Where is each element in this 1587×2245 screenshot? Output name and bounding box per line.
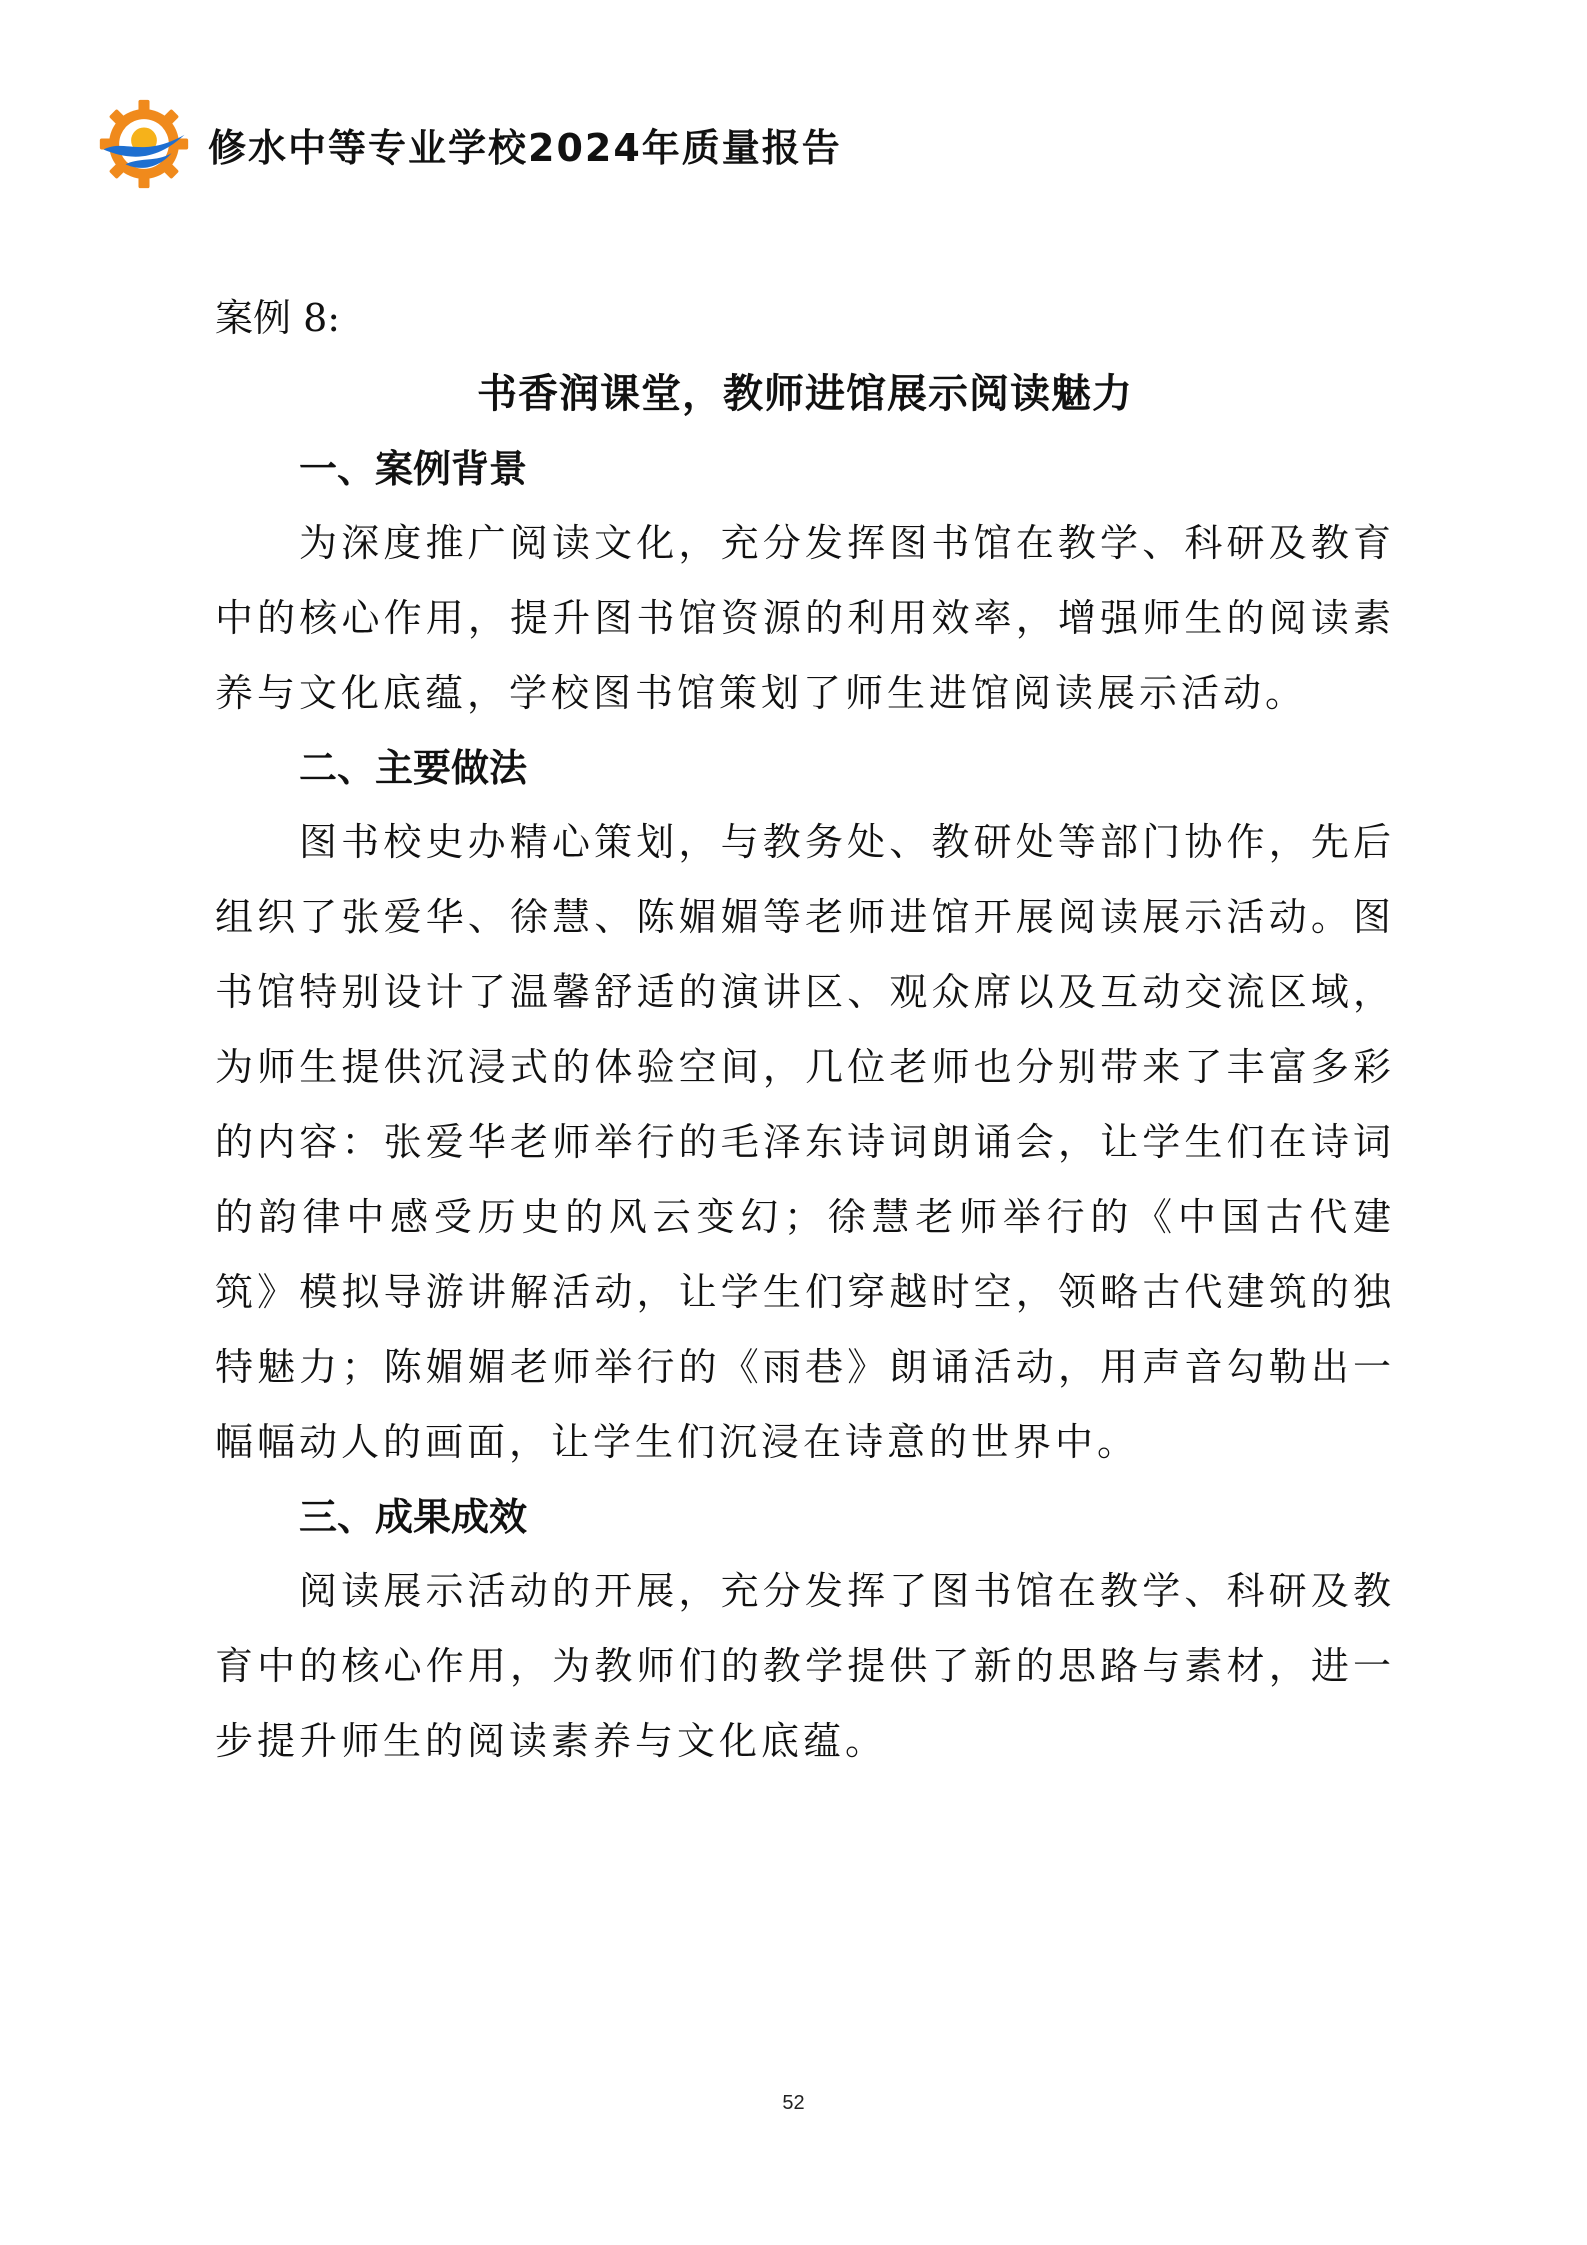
case-title: 书香润课堂，教师进馆展示阅读魅力 [477, 371, 1133, 417]
case-label: 案例 8: [215, 296, 341, 340]
school-gear-logo-icon [98, 98, 190, 190]
section-paragraph-background: 为深度推广阅读文化，充分发挥图书馆在教学、科研及教育中的核心作用，提升图书馆资源的利用效率，增强师生的阅读素养与文化底蕴，学校图书馆策划了师生进馆阅读展示活动。 [215, 521, 1395, 715]
section-paragraph-methods: 图书校史办精心策划，与教务处、教研处等部门协作，先后组织了张爱华、徐慧、陈媚媚等老师进馆开展阅读展示活动。图书馆特别设计了温馨舒适的演讲区、观众席以及互动交流区域，为师生提供沉浸式的体验空间，几位老师也分别带来了丰富多彩的内容：张爱华老师举行的毛泽东诗词朗诵会，让学生们在诗词的韵律中感受历史的风云变幻；徐慧老师举行的《中国古代建筑》模拟导游讲解活动，让学生们穿越时空，领略古代建筑的独特魅力；陈媚媚老师举行的《雨巷》朗诵活动，用声音勾勒出一幅幅动人的画面，让学生们沉浸在诗意的世界中。 [215, 820, 1395, 1464]
page-number: 52 [782, 2092, 805, 2114]
section-heading-methods: 二、主要做法 [299, 746, 528, 790]
section-heading-results: 三、成果成效 [299, 1495, 528, 1539]
section-paragraph-results: 阅读展示活动的开展，充分发挥了图书馆在教学、科研及教育中的核心作用，为教师们的教学提供了新的思路与素材，进一步提升师生的阅读素养与文化底蕴。 [215, 1569, 1395, 1763]
report-title: 修水中等专业学校2024年质量报告 [208, 125, 842, 170]
document-body [215, 280, 1395, 1779]
section-heading-background: 一、案例背景 [299, 447, 528, 491]
page-header [98, 96, 842, 192]
